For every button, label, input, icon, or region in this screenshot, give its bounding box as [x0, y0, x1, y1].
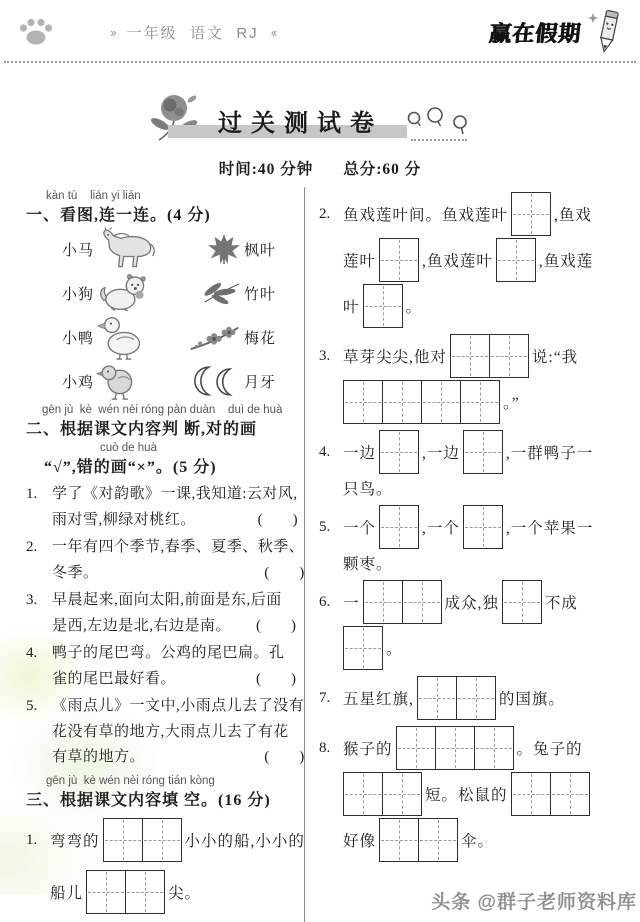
fill-question-4 — [319, 429, 634, 500]
writing-box-cell — [418, 677, 457, 719]
writing-box — [463, 505, 503, 549]
question-text-segment: ,一个 — [422, 520, 460, 537]
writing-box-cell — [512, 773, 551, 815]
writing-box-cell — [397, 727, 436, 769]
item-number: 2. — [319, 206, 331, 222]
fill-question-5 — [319, 504, 634, 575]
writing-box — [363, 580, 442, 624]
pinyin-line: kàn tú lián yi lián — [46, 190, 141, 202]
item-number: 5. — [319, 519, 331, 535]
paper-meta — [0, 157, 640, 179]
question-line — [343, 725, 634, 771]
tf-question-1 — [26, 482, 296, 533]
answer-parentheses: ( ) — [264, 564, 305, 581]
writing-box-cell — [464, 431, 502, 473]
writing-box-cell — [344, 381, 383, 423]
match-right-label: 枫叶 — [243, 242, 276, 259]
writing-box — [496, 238, 536, 282]
question-text-segment: 弯弯的 — [50, 832, 100, 850]
writing-box-cell — [403, 581, 441, 623]
item-number: 2. — [26, 539, 38, 555]
question-text-segment: 鱼戏莲叶间。鱼戏莲叶 — [343, 207, 509, 224]
question-text: 雀的尾巴最好看。 — [52, 670, 177, 687]
writing-box-cell — [87, 871, 126, 913]
match-right-group — [193, 364, 276, 398]
writing-box-cell — [380, 819, 419, 861]
writing-box-cell — [143, 819, 181, 861]
writing-box-cell — [490, 335, 528, 377]
question-line — [343, 675, 634, 721]
pencil-mascot-icon — [584, 9, 622, 55]
question-text-segment: 一边 — [343, 445, 377, 462]
tf-question-2 — [26, 535, 305, 586]
match-right-label: 梅花 — [243, 330, 276, 347]
section2-heading: 二、根据课文内容判 断,对的画 — [26, 421, 258, 438]
question-line — [343, 550, 634, 575]
writing-box — [450, 334, 529, 378]
paw-icon — [18, 17, 54, 47]
course-label: 一年级 语文 RJ — [126, 24, 259, 42]
question-text-segment: 伞。 — [461, 833, 495, 850]
question-line — [343, 379, 634, 425]
writing-box — [379, 238, 419, 282]
question-line — [50, 866, 305, 918]
writing-box-cell — [344, 773, 383, 815]
question-text: 早晨起来,面向太阳,前面是东,后面 — [52, 592, 282, 608]
writing-box — [379, 818, 458, 862]
question-text-segment: 颗枣。 — [343, 555, 393, 573]
match-right-group — [189, 321, 276, 353]
question-text: 《雨点儿》一文中,小雨点儿去了没有 — [52, 698, 305, 714]
question-text-segment: 。” — [503, 395, 520, 412]
pinyin-line: gēn jù kè wén nèi róng tián kòng — [46, 774, 215, 787]
writing-box-cell — [475, 727, 513, 769]
question-text-segment: 只鸟。 — [343, 480, 393, 498]
writing-box-cell — [503, 581, 541, 623]
answer-parentheses: ( ) — [256, 617, 296, 634]
question-text-segment: 一 — [343, 595, 360, 612]
item-number: 7. — [319, 690, 331, 706]
horse-image — [96, 227, 160, 271]
tf-question-5 — [26, 694, 305, 771]
item-number: 1. — [26, 486, 38, 502]
question-text-segment: 一个 — [343, 520, 377, 537]
match-right-label: 竹叶 — [243, 286, 276, 303]
writing-box — [502, 580, 542, 624]
writing-box — [343, 380, 500, 424]
item-number: 1. — [26, 831, 38, 848]
question-text-segment: 猴子的 — [343, 741, 393, 758]
question-text-segment: 。兔子的 — [516, 741, 583, 758]
item-number: 4. — [26, 645, 38, 661]
writing-box-cell — [422, 381, 461, 423]
question-text-segment: 莲叶 — [343, 253, 377, 270]
question-text-segment: ,鱼戏莲 — [538, 253, 594, 270]
chick-image — [96, 362, 140, 400]
writing-box-cell — [419, 819, 457, 861]
question-text-segment: ,一群鸭子一 — [505, 445, 594, 462]
match-row-horse-maple — [26, 227, 296, 271]
question-text-segment: 草芽尖尖,他对 — [343, 349, 447, 366]
duck-image — [96, 314, 148, 360]
match-right-group — [207, 233, 276, 265]
writing-box-cell — [380, 506, 418, 548]
question-text-segment: ,鱼戏 — [554, 207, 592, 224]
question-text-segment: 不成 — [544, 595, 578, 612]
question-line — [343, 579, 634, 625]
writing-box-cell — [551, 773, 589, 815]
question-text-segment: 小小的船,小小的 — [184, 832, 305, 850]
left-column — [0, 187, 305, 922]
writing-box-cell — [380, 431, 418, 473]
writing-box — [379, 430, 419, 474]
writing-box — [363, 284, 403, 328]
question-text-segment: 。 — [386, 641, 403, 658]
time-label: 时间:40 分钟 — [218, 161, 314, 178]
writing-box-cell — [104, 819, 143, 861]
writing-box — [343, 772, 422, 816]
question-text: 是西,左边是北,右边是南。 — [52, 617, 232, 634]
item-number: 4. — [319, 444, 331, 460]
question-text-segment: 的国旗。 — [498, 691, 565, 708]
question-text: 花没有草的地方,大雨点儿去了有花 — [52, 723, 289, 740]
question-line — [343, 475, 634, 500]
left-arrows: ›› — [110, 24, 115, 40]
match-left-label: 小鸭 — [62, 330, 95, 347]
watermark: 头条 @群子老师资料库 — [431, 891, 637, 913]
paper-body — [0, 187, 640, 922]
writing-box-cell — [464, 506, 502, 548]
match-row-dog-bamboo — [26, 271, 296, 315]
item-number: 5. — [26, 698, 38, 714]
question-text-segment: 五星红旗, — [343, 691, 414, 708]
pinyin-line: cuò de huà — [100, 442, 157, 454]
question-text-segment: ,一边 — [422, 445, 460, 462]
match-row-chick-moon — [26, 359, 296, 403]
fill-question-7 — [319, 675, 634, 721]
right-arrows: ‹‹ — [270, 24, 276, 40]
question-line — [343, 191, 634, 237]
question-line — [343, 771, 634, 817]
section1-heading: 一、看图,连一连。(4 分) — [26, 207, 211, 224]
question-text-segment: 短。松鼠的 — [425, 787, 508, 804]
bubbles-decoration — [405, 106, 477, 143]
fill-question-6 — [319, 579, 634, 671]
question-line — [343, 283, 634, 329]
pinyin-line: gēn jù kè wén nèi róng pàn duàn duì de huà — [42, 404, 283, 416]
fill-question-3 — [319, 333, 634, 425]
writing-box-cell — [383, 773, 421, 815]
dog-image — [96, 273, 152, 313]
writing-box-cell — [512, 193, 550, 235]
match-left-label: 小狗 — [62, 286, 95, 303]
question-line — [343, 817, 634, 863]
item-number: 8. — [319, 740, 331, 756]
match-left-label: 小马 — [62, 242, 95, 259]
question-text: 一年有四个季节,春季、夏季、秋季、 — [52, 539, 305, 555]
tf-question-3 — [26, 588, 296, 639]
writing-box-cell — [497, 239, 535, 281]
page-title: 过关测试卷 — [218, 111, 383, 137]
answer-parentheses: ( ) — [256, 670, 296, 687]
writing-box-cell — [461, 381, 499, 423]
question-text: 雨对雪,柳绿对桃红。 — [52, 511, 196, 528]
section3-heading: 三、根据课文内容填 空。(16 分) — [26, 791, 271, 809]
right-column — [305, 187, 640, 922]
question-text-segment: 说:“我 — [531, 349, 579, 366]
question-line — [343, 504, 634, 550]
question-text-segment: ,一个苹果一 — [505, 520, 594, 537]
question-line — [343, 429, 634, 475]
maple-leaf-icon — [207, 233, 241, 265]
writing-box — [511, 192, 551, 236]
question-text: 冬季。 — [52, 564, 99, 581]
question-text-segment: ,鱼戏莲叶 — [422, 253, 493, 270]
match-right-group — [201, 278, 276, 308]
item-number: 6. — [319, 594, 331, 610]
question-text-segment: 好像 — [343, 833, 377, 850]
question-line — [343, 625, 634, 671]
question-text-segment: 船儿 — [50, 884, 84, 902]
question-text-segment: 。 — [405, 299, 423, 316]
bubbles-icon — [405, 106, 477, 138]
total-score-label: 总分:60 分 — [343, 161, 422, 178]
tf-question-4 — [26, 641, 296, 692]
writing-box — [103, 818, 182, 862]
bamboo-leaf-icon — [201, 278, 241, 308]
writing-box-cell — [457, 677, 495, 719]
writing-box — [343, 626, 383, 670]
title-banner — [148, 85, 640, 143]
answer-parentheses: ( ) — [264, 749, 305, 765]
course-label-group — [110, 22, 275, 43]
question-line — [343, 237, 634, 283]
answer-parentheses: ( ) — [257, 511, 298, 528]
fill-question-1 — [26, 814, 305, 918]
writing-box-cell — [364, 581, 403, 623]
question-text-segment: 成众,独 — [444, 595, 499, 612]
writing-box-cell — [364, 285, 402, 327]
match-left-label: 小鸡 — [62, 374, 95, 391]
writing-box — [511, 772, 590, 816]
page-header — [0, 0, 640, 59]
logo-text: 赢在假期 — [487, 20, 583, 46]
bubbles-dotted-line — [411, 139, 467, 141]
writing-box — [417, 676, 496, 720]
writing-box — [379, 505, 419, 549]
writing-box — [86, 870, 165, 914]
question-text: 鸭子的尾巴弯。公鸡的尾巴扁。孔 — [52, 645, 285, 661]
writing-box-cell — [451, 335, 490, 377]
title-wrap — [204, 103, 397, 143]
question-line — [50, 814, 305, 866]
question-text: 学了《对韵歌》一课,我知道:云对风, — [52, 486, 298, 502]
match-row-duck-plum — [26, 315, 296, 359]
brand-logo — [489, 9, 622, 55]
item-number: 3. — [319, 348, 331, 364]
plum-blossom-icon — [189, 321, 241, 353]
writing-box-cell — [380, 239, 418, 281]
header-divider — [4, 61, 636, 63]
writing-box-cell — [383, 381, 422, 423]
question-text: 有草的地方。 — [52, 749, 146, 765]
question-text-segment: 尖。 — [168, 884, 202, 902]
section2-heading-cont: “√”,错的画“×”。(5 分) — [44, 459, 217, 476]
writing-box — [463, 430, 503, 474]
item-number: 3. — [26, 592, 38, 608]
question-text-segment: 叶 — [343, 299, 360, 316]
writing-box-cell — [436, 727, 475, 769]
writing-box — [396, 726, 514, 770]
crescent-moon-icon — [193, 364, 241, 398]
writing-box-cell — [344, 627, 382, 669]
match-right-label: 月牙 — [243, 374, 276, 391]
fill-question-8 — [319, 725, 634, 863]
fill-question-2 — [319, 191, 634, 329]
question-line — [343, 333, 634, 379]
writing-box-cell — [126, 871, 164, 913]
